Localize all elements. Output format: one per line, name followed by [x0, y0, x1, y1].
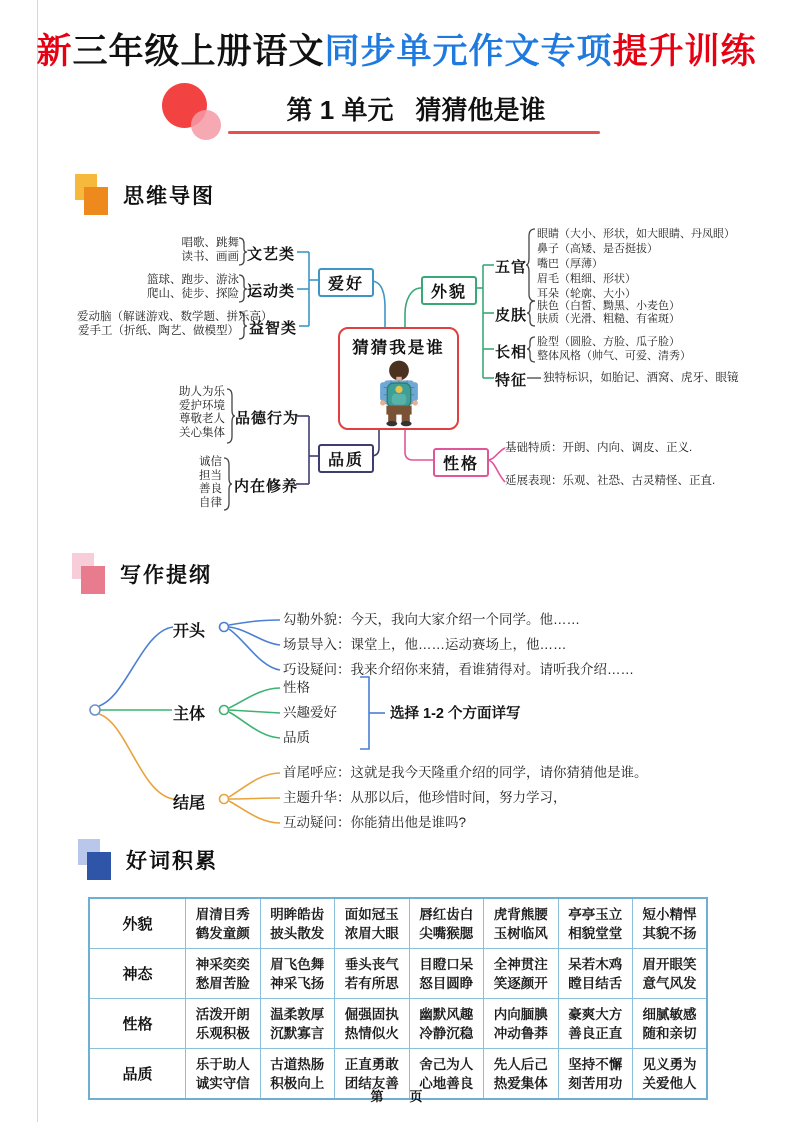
unit-title [230, 90, 602, 127]
word-cell: 古道热肠 积极向上 [260, 1049, 335, 1100]
section-title: 写作提纲 [120, 564, 212, 587]
page-edge-line [37, 0, 38, 1122]
outline-item: 场景导入：课堂上，他……运动赛场上，他…… [283, 637, 567, 652]
hobby-box: 爱好 [318, 268, 374, 297]
row-category: 神态 [89, 949, 186, 999]
section-title: 思维导图 [123, 185, 215, 208]
word-cell: 全神贯注 笑逐颜开 [484, 949, 559, 999]
hobby-sport-items: 篮球、跑步、游泳 爬山、徒步、探险 [147, 274, 239, 300]
hobby-puzzle-items: 爱动脑（解谜游戏、数学题、拼乐高） 爱手工（折纸、陶艺、做模型） [77, 311, 273, 337]
word-cell: 明眸皓齿 披头散发 [260, 898, 335, 949]
page-footer [0, 1086, 793, 1105]
word-cell: 倔强固执 热情似火 [335, 999, 410, 1049]
title-part-red1: 新 [36, 32, 73, 71]
row-category: 外貌 [89, 898, 186, 949]
word-cell: 神采奕奕 愁眉苦脸 [186, 949, 261, 999]
outline-body-label: 主体 [173, 706, 206, 723]
trait-label: 特征 [495, 372, 528, 389]
outline-item: 品质 [283, 730, 310, 745]
word-cell: 目瞪口呆 怒目圆睁 [409, 949, 484, 999]
features-label: 五官 [495, 259, 528, 276]
face-items: 脸型（圆脸、方脸、瓜子脸） 整体风格（帅气、可爱、清秀） [537, 336, 691, 362]
words-table [88, 897, 708, 1100]
squares-icon [87, 852, 111, 880]
outline-ending-label: 结尾 [173, 795, 206, 812]
outline-item: 性格 [283, 680, 310, 695]
mindmap-center-node [338, 327, 459, 430]
word-cell: 虎背熊腰 玉树临风 [484, 898, 559, 949]
outline-diagram [72, 593, 777, 843]
word-cell: 眉飞色舞 神采飞扬 [260, 949, 335, 999]
face-label: 长相 [495, 344, 528, 361]
word-cell: 面如冠玉 浓眉大眼 [335, 898, 410, 949]
word-cell: 先人后己 热爱集体 [484, 1049, 559, 1100]
personality-line-1: 基础特质：开朗、内向、调皮、正义. [505, 442, 693, 454]
section-title: 好词积累 [126, 850, 218, 873]
virtue-inner-label: 内在修养 [234, 478, 299, 495]
squares-icon [84, 187, 108, 215]
hobby-puzzle-label: 益智类 [249, 320, 298, 337]
word-cell: 眉清目秀 鹤发童颜 [186, 898, 261, 949]
word-cell: 见义勇为 关爱他人 [633, 1049, 708, 1100]
squares-icon [81, 566, 105, 594]
outline-item: 勾勒外貌：今天，我向大家介绍一个同学。他…… [283, 612, 580, 627]
word-cell: 舍己为人 心地善良 [409, 1049, 484, 1100]
table-row [89, 949, 707, 999]
footer-suffix: 页 [409, 1089, 423, 1104]
word-cell: 细腻敏感 随和亲切 [633, 999, 708, 1049]
word-cell: 豪爽大方 善良正直 [558, 999, 633, 1049]
word-cell: 内向腼腆 冲动鲁莽 [484, 999, 559, 1049]
page-title [0, 24, 793, 74]
outline-opening-label: 开头 [173, 623, 206, 640]
word-cell: 幽默风趣 冷静沉稳 [409, 999, 484, 1049]
virtue-box: 品质 [318, 444, 374, 473]
word-cell: 亭亭玉立 相貌堂堂 [558, 898, 633, 949]
virtue-behavior-items: 助人为乐 爱护环境 尊敬老人 关心集体 [179, 386, 225, 439]
skin-items: 肤色（白皙、黝黑、小麦色） 肤质（光滑、粗糙、有雀斑） [537, 300, 680, 325]
footer-prefix: 第 [370, 1089, 384, 1104]
word-cell: 温柔敦厚 沉默寡言 [260, 999, 335, 1049]
outline-item: 兴趣爱好 [283, 705, 337, 720]
word-cell: 活泼开朗 乐观积极 [186, 999, 261, 1049]
row-category: 品质 [89, 1049, 186, 1100]
personality-box: 性格 [433, 448, 489, 477]
word-cell: 唇红齿白 尖嘴猴腮 [409, 898, 484, 949]
personality-line-2: 延展表现：乐观、社恐、古灵精怪、正直. [505, 475, 716, 487]
title-part-blue: 同步单元作文专项 [324, 32, 613, 71]
skin-label: 皮肤 [495, 307, 528, 324]
word-cell: 乐于助人 诚实守信 [186, 1049, 261, 1100]
appearance-box: 外貌 [421, 276, 477, 305]
outline-item: 首尾呼应：这就是我今天隆重介绍的同学，请你猜猜他是谁。 [283, 765, 648, 780]
title-part-red2: 提升训练 [612, 32, 757, 71]
outline-item: 主题升华：从那以后，他珍惜时间，努力学习， [283, 790, 567, 805]
mindmap-diagram [75, 222, 780, 517]
trait-item: 独特标识，如胎记、酒窝、虎牙、眼镜 [543, 372, 739, 384]
unit-underline [228, 131, 600, 134]
unit-decor-circle-small [191, 110, 221, 140]
outline-item: 互动疑问：你能猜出他是谁吗? [283, 815, 467, 830]
outline-item: 巧设疑问：我来介绍你来猜，看谁猜得对。请听我介绍…… [283, 662, 634, 677]
outline-body-note: 选择 1-2 个方面详写 [390, 706, 521, 722]
word-cell: 垂头丧气 若有所思 [335, 949, 410, 999]
word-cell: 坚持不懈 刻苦用功 [558, 1049, 633, 1100]
unit-name: 猜猜他是谁 [415, 95, 546, 125]
hobby-sport-label: 运动类 [247, 283, 296, 300]
table-row [89, 898, 707, 949]
hobby-art-label: 文艺类 [247, 246, 296, 263]
table-row [89, 999, 707, 1049]
title-part-black: 三年级上册语文 [72, 32, 325, 71]
hobby-art-items: 唱歌、跳舞 读书、画画 [181, 237, 239, 263]
virtue-inner-items: 诚信 担当 善良 自律 [199, 456, 222, 509]
word-cell: 正直勇敢 团结友善 [335, 1049, 410, 1100]
virtue-behavior-label: 品德行为 [235, 410, 300, 427]
unit-label: 第 1 单元 [286, 95, 394, 125]
word-cell: 眉开眼笑 意气风发 [633, 949, 708, 999]
word-cell: 呆若木鸡 瞠目结舌 [558, 949, 633, 999]
word-cell: 短小精悍 其貌不扬 [633, 898, 708, 949]
features-items: 眼睛（大小、形状，如大眼睛、丹凤眼） 鼻子（高矮、是否挺拔） 嘴巴（厚薄） 眉毛（粗细、形状） 耳朵（轮廓、大小） [537, 228, 735, 300]
boy-illustration [372, 358, 426, 428]
row-category: 性格 [89, 999, 186, 1049]
center-title: 猜猜我是谁 [352, 339, 445, 357]
